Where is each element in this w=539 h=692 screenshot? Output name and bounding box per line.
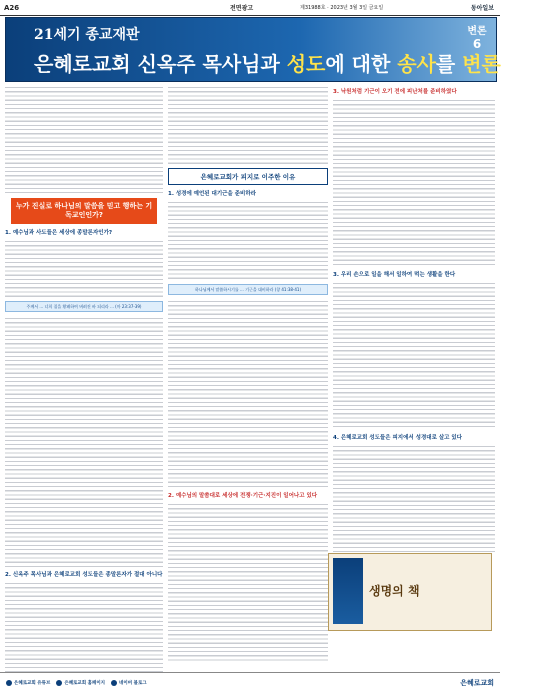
banner-main-headline: 은혜로교회 신옥주 목사님과 성도에 대한 송사를 변론한다	[34, 52, 539, 76]
volume-badge: 변론 6	[467, 26, 487, 51]
section-heading: 3. 우리 손으로 일을 해서 일하여 먹는 생활을 한다	[333, 272, 456, 278]
chapter-heading-box: 은혜로교회가 피지로 이주한 이유	[168, 168, 328, 185]
intro-text-block	[5, 84, 163, 194]
home-icon	[56, 680, 62, 686]
section-heading: 1. 예수님과 사도들은 세상에 종말론자인가?	[5, 230, 113, 236]
issue-info: 제31988호 · 2023년 3월 3일 금요일	[300, 5, 384, 11]
column-left	[5, 84, 163, 669]
scripture-quote: 주께서 ... 너희 집을 황폐하여 버려진 바 되리라 ... (마 23:37-39)	[5, 301, 163, 312]
youtube-link[interactable]: 은혜로교회 유튜브	[6, 680, 50, 686]
church-logo: 은혜로교회	[460, 678, 494, 687]
section-heading: 3. 낙원처럼 기근이 오기 전에 피난처를 준비하였다	[333, 89, 457, 95]
book-cover-image	[333, 558, 363, 624]
body-text-block	[5, 580, 163, 680]
blog-icon	[111, 680, 117, 686]
section-heading: 2. 신옥주 목사님과 은혜로교회 성도들은 종말론자가 절대 아니다	[5, 572, 163, 578]
book-advertisement	[328, 553, 492, 631]
headline-banner	[5, 17, 539, 82]
blog-link[interactable]: 네이버 블로그	[111, 680, 147, 686]
homepage-link[interactable]: 은혜로교회 홈페이지	[56, 680, 105, 686]
body-text-block	[168, 199, 328, 281]
section-heading: 1. 성경에 예언된 대기근을 준비하라	[168, 191, 256, 197]
body-text-block	[168, 298, 328, 488]
body-text-block	[333, 97, 495, 267]
play-icon	[6, 680, 12, 686]
body-text-block	[333, 280, 495, 430]
section-label: 전면광고	[230, 5, 254, 12]
body-text-block	[333, 443, 495, 553]
page-number: A26	[4, 3, 20, 12]
ad-book-title: 생명의 책	[369, 584, 420, 598]
body-text-block	[5, 238, 163, 298]
page-header	[0, 0, 500, 16]
column-middle	[168, 84, 328, 669]
page-footer	[0, 672, 500, 692]
section-heading: 4. 은혜로교회 성도들은 피지에서 성경대로 살고 있다	[333, 435, 462, 441]
question-box: 누가 진실로 하나님의 말씀을 믿고 행하는 기독교인인가?	[11, 198, 157, 224]
newspaper-logo: 동아일보	[470, 5, 494, 12]
banner-title: 21세기 종교재판	[34, 27, 140, 43]
body-text-block	[168, 501, 328, 661]
section-heading: 2. 예수님의 말씀대로 세상에 전쟁·기근·지진이 일어나고 있다	[168, 493, 318, 499]
body-text-block	[5, 315, 163, 567]
body-text-block	[168, 84, 328, 166]
scripture-quote: 하나님께서 말씀하시기를 ... 기근을 대비하라 (창 41:38-41)	[168, 284, 328, 295]
